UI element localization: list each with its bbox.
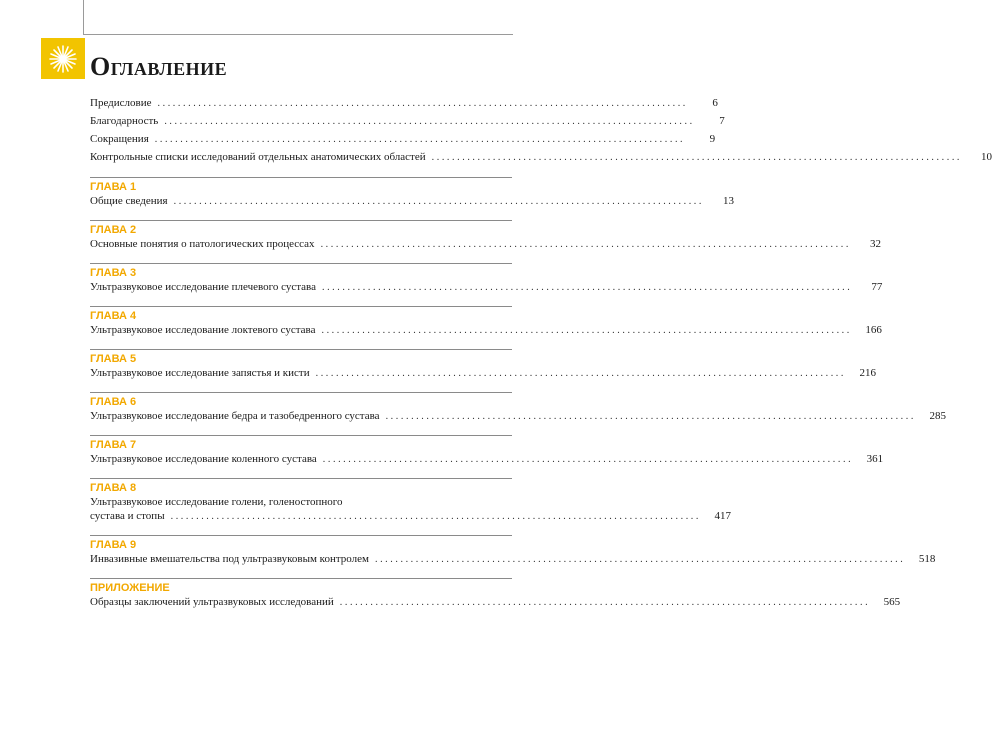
toc-entry-page: 10	[981, 151, 992, 163]
dot-leader: ........................................................................................................	[320, 239, 851, 250]
toc-entry-chapter-6[interactable]	[90, 409, 946, 424]
toc-chapter-5	[90, 349, 876, 392]
dot-leader: ........................................................................................................	[321, 325, 852, 336]
toc-entry-label: Сокращения	[90, 133, 149, 145]
chapter-number-label: ГЛАВА 8	[90, 482, 137, 494]
toc-entry-page: 518	[918, 553, 936, 565]
toc-entry-label: Образцы заключений ультразвуковых исследований	[90, 596, 334, 608]
chapter-number-label: ГЛАВА 2	[90, 224, 137, 236]
toc-entry-acknowledgements[interactable]	[90, 114, 725, 132]
chapter-number-label: ПРИЛОЖЕНИЕ	[90, 582, 170, 594]
toc-entry-label: Благодарность	[90, 115, 159, 127]
toc-entry-chapter-7[interactable]	[90, 452, 884, 467]
toc-entry-checklists[interactable]	[90, 150, 992, 168]
toc-entry-page: 361	[866, 453, 884, 465]
toc-entry-chapter-9[interactable]	[90, 552, 936, 567]
toc-chapter-2	[90, 220, 881, 263]
toc-entry-label: Общие сведения	[90, 195, 168, 207]
dot-leader: ........................................................................................................	[164, 116, 695, 127]
toc-chapter-8	[90, 478, 731, 535]
toc-entry-page: 6	[712, 97, 718, 109]
toc-entry-label: Предисловие	[90, 97, 152, 109]
toc-chapter-4	[90, 306, 882, 349]
toc-appendix	[90, 578, 901, 621]
dot-leader: ........................................................................................................	[154, 134, 686, 145]
dot-leader: ........................................................................................................	[170, 511, 701, 522]
toc-entry-chapter-2[interactable]	[90, 237, 881, 252]
toc-entry-page: 13	[723, 195, 734, 207]
toc-entry-page: 77	[871, 281, 883, 293]
toc-entry-appendix[interactable]	[90, 595, 901, 610]
toc-chapter-1	[90, 177, 734, 220]
dot-leader: ........................................................................................................	[322, 454, 854, 465]
toc-chapter-9	[90, 535, 936, 578]
toc-entry-label: Ультразвуковое исследование бедра и тазобедренного сустава	[90, 410, 380, 422]
toc-entry-preface[interactable]	[90, 96, 718, 114]
toc-entry-label: Контрольные списки исследований отдельных анатомических областей	[90, 151, 426, 163]
dot-leader: ........................................................................................................	[339, 597, 871, 608]
toc-chapter-3	[90, 263, 883, 306]
toc-entry-label: Основные понятия о патологических процессах	[90, 238, 315, 250]
toc-entry-page: 9	[709, 133, 716, 145]
toc-entry-page: 216	[859, 367, 876, 379]
toc-entry-chapter-5[interactable]	[90, 366, 876, 381]
chapter-number-label: ГЛАВА 9	[90, 539, 137, 551]
chapter-number-label: ГЛАВА 3	[90, 267, 137, 279]
dot-leader: ........................................................................................................	[385, 411, 916, 422]
toc-entry-label: сустава и стопы	[90, 510, 165, 522]
toc-entry-chapter-4[interactable]	[90, 323, 882, 338]
toc-entry-page: 285	[929, 410, 946, 422]
chapter-number-label: ГЛАВА 5	[90, 353, 137, 365]
toc-entry-label: Ультразвуковое исследование голени, голеностопного	[90, 496, 343, 508]
chapter-number-label: ГЛАВА 4	[90, 310, 137, 322]
page-title: Оглавление	[90, 52, 228, 81]
dot-leader: ........................................................................................................	[431, 152, 963, 163]
toc-entry-page: 417	[714, 510, 731, 522]
toc-entry-label: Ультразвуковое исследование локтевого сустава	[90, 324, 316, 336]
chapter-number-label: ГЛАВА 7	[90, 439, 137, 451]
chapter-number-label: ГЛАВА 1	[90, 181, 137, 193]
toc-entry-page: 7	[719, 115, 725, 127]
toc-entry-chapter-8-line-1[interactable]	[90, 495, 512, 509]
toc-entry-chapter-8-line-2[interactable]	[90, 509, 731, 524]
header-rule	[83, 34, 513, 35]
toc-chapter-6	[90, 392, 946, 435]
dot-leader: ........................................................................................................	[315, 368, 846, 379]
toc-entry-page: 565	[883, 596, 901, 608]
toc-entry-label: Ультразвуковое исследование запястья и кисти	[90, 367, 310, 379]
table-of-contents	[90, 96, 992, 621]
dot-leader: ........................................................................................................	[321, 282, 853, 293]
corner-rule-vertical	[83, 0, 84, 34]
toc-entry-abbreviations[interactable]	[90, 132, 716, 150]
dot-leader: ........................................................................................................	[374, 554, 906, 565]
toc-entry-label: Инвазивные вмешательства под ультразвуковым контролем	[90, 553, 369, 565]
chapter-number-label: ГЛАВА 6	[90, 396, 137, 408]
dot-leader: ........................................................................................................	[157, 98, 688, 109]
starburst-icon	[48, 44, 78, 74]
logo-box	[41, 38, 85, 79]
toc-entry-chapter-1[interactable]	[90, 194, 734, 209]
toc-entry-label: Ультразвуковое исследование коленного сустава	[90, 453, 317, 465]
dot-leader: ........................................................................................................	[173, 196, 704, 207]
toc-chapter-7	[90, 435, 884, 478]
toc-entry-page: 166	[865, 324, 882, 336]
toc-entry-label: Ультразвуковое исследование плечевого сустава	[90, 281, 316, 293]
toc-entry-page: 32	[869, 238, 881, 250]
toc-entry-chapter-3[interactable]	[90, 280, 883, 295]
